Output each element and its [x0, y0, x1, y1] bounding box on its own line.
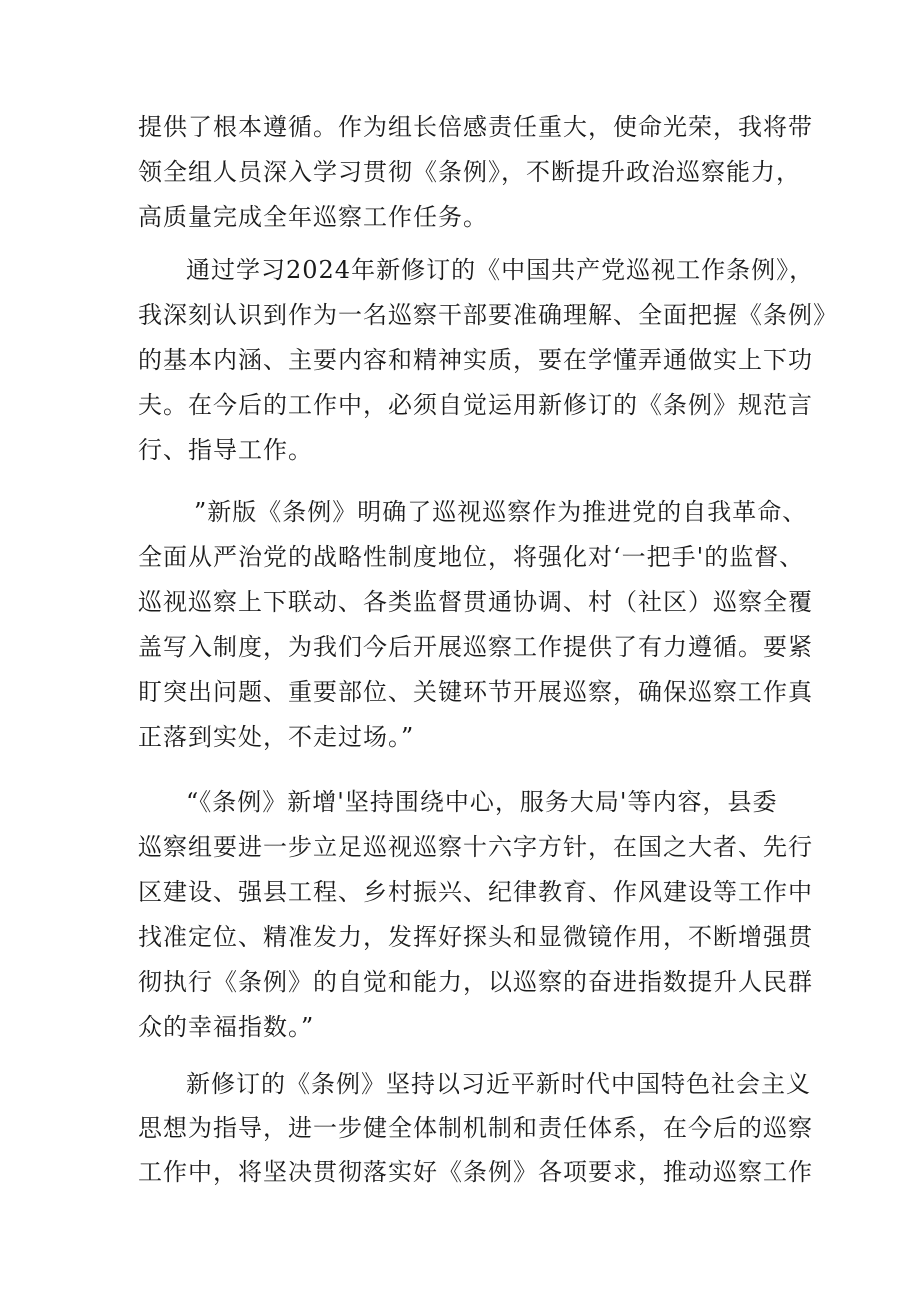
- text-line: 新修订的《条例》坚持以习近平新时代中国特色社会主义: [186, 1070, 811, 1098]
- text-line: 彻执行《条例》的自觉和能力，以巡察的奋进指数提升人民群: [138, 968, 813, 996]
- text-line: 行、指导工作。: [138, 436, 313, 464]
- text-line: 夫。在今后的工作中，必须自觉运用新修订的《条例》规范言: [138, 391, 813, 419]
- paragraph-3: [138, 490, 813, 760]
- text-line: 提供了根本遵循。作为组长倍感责任重大，使命光荣，我将带: [138, 113, 813, 141]
- text-line: 工作中，将坚决贯彻落实好《条例》各项要求，推动巡察工作: [138, 1158, 813, 1186]
- text-line: 盯突出问题、重要部位、关键环节开展巡察，确保巡察工作真: [138, 678, 813, 706]
- paragraph-1: [138, 105, 813, 240]
- text-line: 通过学习2024年新修订的《中国共产党巡视工作条例》，: [186, 256, 815, 284]
- text-line: 找准定位、精准发力，发挥好探头和显微镜作用，不断增强贯: [138, 923, 813, 951]
- text-line: 盖写入制度，为我们今后开展巡察工作提供了有力遵循。要紧: [138, 633, 813, 661]
- text-line: 巡视巡察上下联动、各类监督贯通协调、村（社区）巡察全覆: [138, 588, 813, 616]
- text-line: 思想为指导，进一步健全体制机制和责任体系，在今后的巡察: [138, 1114, 813, 1142]
- text-line: ”新版《条例》明确了巡视巡察作为推进党的自我革命、: [194, 498, 808, 526]
- paragraph-5: [138, 1062, 813, 1194]
- text-line: 的基本内涵、主要内容和精神实质，要在学懂弄通做实上下功: [138, 346, 813, 374]
- text-line: 全面从严治党的战略性制度地位，将强化对‘一把手'的监督、: [138, 543, 805, 571]
- text-line: “《条例》新增'坚持围绕中心，服务大局'等内容，县委: [186, 788, 778, 816]
- text-line: 领全组人员深入学习贯彻《条例》，不断提升政治巡察能力，: [138, 158, 801, 186]
- paragraph-4: [138, 780, 813, 1050]
- text-line: 正落到实处，不走过场。”: [138, 723, 415, 751]
- text-line: 区建设、强县工程、乡村振兴、纪律教育、作风建设等工作中: [138, 878, 813, 906]
- text-line: 众的幸福指数。”: [138, 1013, 315, 1041]
- text-line: 高质量完成全年巡察工作任务。: [138, 203, 488, 231]
- text-line: 巡察组要进一步立足巡视巡察十六字方针，在国之大者、先行: [138, 833, 813, 861]
- text-line: 我深刻认识到作为一名巡察干部要准确理解、全面把握《条例》: [138, 301, 838, 329]
- paragraph-2: [138, 248, 838, 473]
